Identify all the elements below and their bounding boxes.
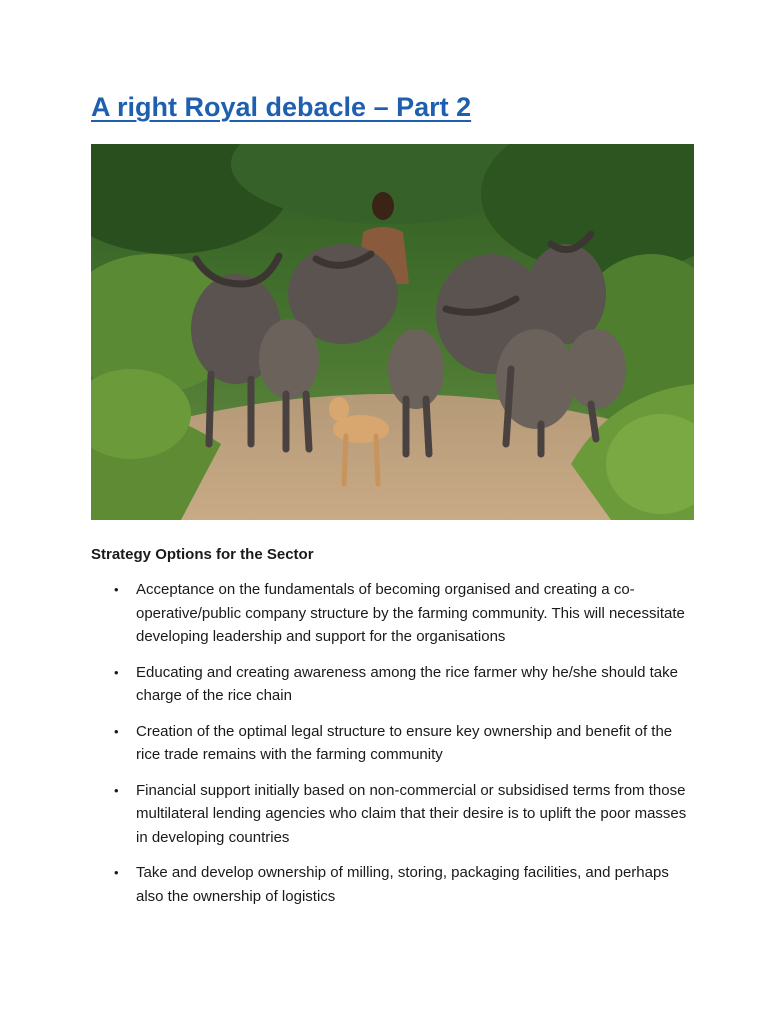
bullet-text: Creation of the optimal legal structure to ensure key ownership and benefit of the rice trade remains with the farming community	[136, 722, 673, 763]
section-heading: Strategy Options for the Sector	[91, 546, 314, 563]
strategy-options-list	[91, 578, 691, 920]
list-item	[91, 661, 691, 708]
bullet-icon: •	[114, 865, 119, 880]
bullet-text: Educating and creating awareness among the rice farmer why he/she should take charge of the rice chain	[136, 663, 678, 704]
bullet-icon: •	[114, 723, 119, 739]
bullet-icon: •	[114, 782, 119, 798]
bullet-text: Take and develop ownership of milling, storing, packaging facilities, and perhaps also the ownership of logistics	[136, 864, 669, 905]
list-item	[91, 861, 691, 908]
page-title[interactable]: A right Royal debacle – Part 2	[91, 92, 472, 122]
list-item	[91, 720, 691, 767]
bullet-text: Financial support initially based on non-commercial or subsidised terms from those multilateral lending agencies who claim that their desire is to uplift the poor masses in developing countries	[136, 781, 687, 846]
list-item	[91, 779, 691, 850]
list-item	[91, 578, 691, 649]
buffalo-herd-photo	[91, 144, 694, 520]
bullet-text: Acceptance on the fundamentals of becoming organised and creating a co-operative/public company structure by the farming community. This will necessitate developing leadership and support for the organisations	[136, 581, 685, 645]
bullet-icon: •	[114, 582, 119, 597]
bullet-icon: •	[114, 664, 119, 680]
